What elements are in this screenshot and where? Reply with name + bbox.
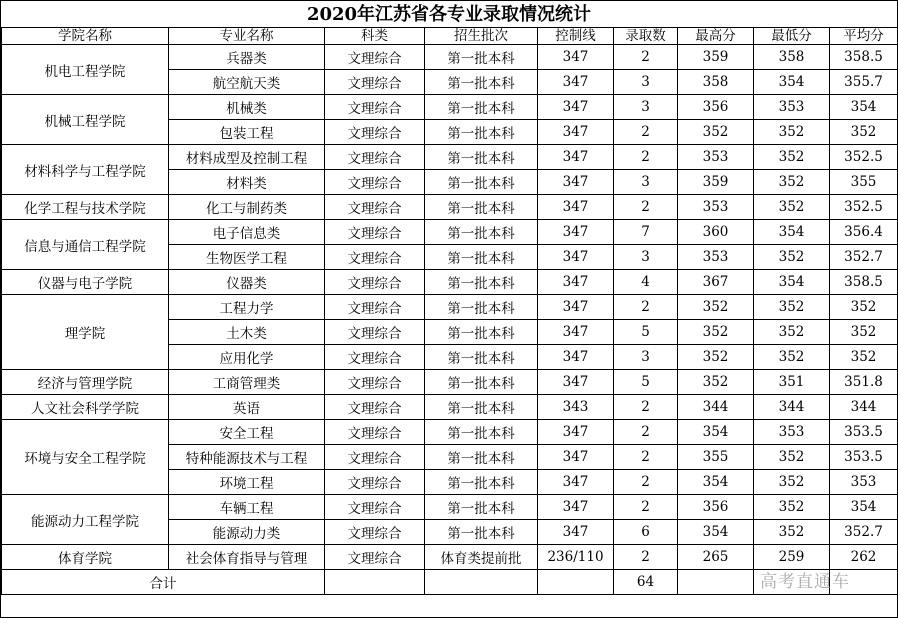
table-cell: 2 xyxy=(614,145,678,170)
table-cell: 351 xyxy=(754,370,830,395)
table-cell: 352 xyxy=(754,495,830,520)
table-cell: 352 xyxy=(754,120,830,145)
table-cell: 352 xyxy=(830,120,898,145)
table-cell: 兵器类 xyxy=(169,45,325,70)
table-cell: 土木类 xyxy=(169,320,325,345)
table-row xyxy=(2,195,898,220)
sheet-title: 2020年江苏省各专业录取情况统计 xyxy=(306,4,592,25)
table-cell: 347 xyxy=(538,195,614,220)
table-cell: 236/110 xyxy=(538,545,614,570)
table-cell: 354 xyxy=(678,520,754,545)
column-header: 专业名称 xyxy=(169,28,325,45)
table-cell: 354 xyxy=(830,495,898,520)
empty-cell xyxy=(538,570,614,595)
table-cell: 7 xyxy=(614,220,678,245)
table-cell: 355.7 xyxy=(830,70,898,95)
table-cell: 车辆工程 xyxy=(169,495,325,520)
table-cell: 353 xyxy=(754,95,830,120)
table-cell: 文理综合 xyxy=(325,45,425,70)
college-name-cell: 化学工程与技术学院 xyxy=(2,195,169,220)
table-cell: 2 xyxy=(614,470,678,495)
table-cell: 343 xyxy=(538,395,614,420)
table-cell: 文理综合 xyxy=(325,145,425,170)
column-header: 控制线 xyxy=(538,28,614,45)
table-cell: 353 xyxy=(754,420,830,445)
table-cell: 文理综合 xyxy=(325,245,425,270)
table-cell: 文理综合 xyxy=(325,345,425,370)
table-cell: 352 xyxy=(830,345,898,370)
table-cell: 347 xyxy=(538,520,614,545)
table-row xyxy=(2,145,898,170)
table-cell: 第一批本科 xyxy=(425,95,538,120)
table-cell: 352 xyxy=(754,320,830,345)
table-cell: 352 xyxy=(678,370,754,395)
college-name-cell: 人文社会科学学院 xyxy=(2,395,169,420)
table-cell: 352 xyxy=(754,295,830,320)
column-header: 平均分 xyxy=(830,28,898,45)
table-cell: 3 xyxy=(614,345,678,370)
table-cell: 3 xyxy=(614,95,678,120)
table-cell: 354 xyxy=(678,420,754,445)
table-cell: 347 xyxy=(538,245,614,270)
table-cell: 259 xyxy=(754,545,830,570)
table-cell: 347 xyxy=(538,470,614,495)
table-cell: 354 xyxy=(830,95,898,120)
table-cell: 6 xyxy=(614,520,678,545)
table-cell: 358 xyxy=(754,45,830,70)
table-cell: 第一批本科 xyxy=(425,470,538,495)
table-cell: 4 xyxy=(614,270,678,295)
table-cell: 文理综合 xyxy=(325,295,425,320)
table-cell: 文理综合 xyxy=(325,220,425,245)
table-cell: 文理综合 xyxy=(325,170,425,195)
table-cell: 体育类提前批 xyxy=(425,545,538,570)
college-name-cell: 机械工程学院 xyxy=(2,95,169,145)
table-cell: 第一批本科 xyxy=(425,495,538,520)
table-cell: 356.4 xyxy=(830,220,898,245)
college-name-cell: 信息与通信工程学院 xyxy=(2,220,169,270)
table-cell: 347 xyxy=(538,170,614,195)
table-cell: 生物医学工程 xyxy=(169,245,325,270)
table-cell: 第一批本科 xyxy=(425,345,538,370)
table-cell: 352 xyxy=(754,245,830,270)
table-cell: 353 xyxy=(678,245,754,270)
table-cell: 351.8 xyxy=(830,370,898,395)
empty-cell xyxy=(425,570,538,595)
table-cell: 367 xyxy=(678,270,754,295)
table-cell: 文理综合 xyxy=(325,520,425,545)
college-name-cell: 体育学院 xyxy=(2,545,169,570)
table-cell: 能源动力类 xyxy=(169,520,325,545)
table-cell: 2 xyxy=(614,545,678,570)
table-cell: 文理综合 xyxy=(325,445,425,470)
college-name-cell: 环境与安全工程学院 xyxy=(2,420,169,495)
table-cell: 文理综合 xyxy=(325,270,425,295)
table-cell: 2 xyxy=(614,495,678,520)
table-cell: 2 xyxy=(614,120,678,145)
table-cell: 352 xyxy=(830,295,898,320)
table-cell: 第一批本科 xyxy=(425,195,538,220)
table-cell: 262 xyxy=(830,545,898,570)
table-cell: 352.7 xyxy=(830,520,898,545)
table-cell: 353.5 xyxy=(830,445,898,470)
table-cell: 354 xyxy=(754,270,830,295)
table-row xyxy=(2,420,898,445)
college-name-cell: 材料科学与工程学院 xyxy=(2,145,169,195)
table-cell: 特种能源技术与工程 xyxy=(169,445,325,470)
table-cell: 347 xyxy=(538,420,614,445)
table-cell: 2 xyxy=(614,45,678,70)
admission-table xyxy=(1,27,898,595)
table-cell: 文理综合 xyxy=(325,470,425,495)
table-cell: 2 xyxy=(614,395,678,420)
table-cell: 第一批本科 xyxy=(425,170,538,195)
table-cell: 356 xyxy=(678,495,754,520)
table-cell: 2 xyxy=(614,445,678,470)
table-cell: 2 xyxy=(614,295,678,320)
table-row xyxy=(2,370,898,395)
table-cell: 第一批本科 xyxy=(425,520,538,545)
table-cell: 电子信息类 xyxy=(169,220,325,245)
table-cell: 265 xyxy=(678,545,754,570)
table-cell: 第一批本科 xyxy=(425,395,538,420)
table-cell: 347 xyxy=(538,70,614,95)
table-cell: 文理综合 xyxy=(325,70,425,95)
table-cell: 5 xyxy=(614,320,678,345)
table-cell: 文理综合 xyxy=(325,95,425,120)
table-cell: 352 xyxy=(830,320,898,345)
table-row xyxy=(2,220,898,245)
header-row xyxy=(2,28,898,45)
table-cell: 352 xyxy=(678,120,754,145)
table-cell: 工商管理类 xyxy=(169,370,325,395)
table-cell: 352 xyxy=(754,520,830,545)
table-cell: 工程力学 xyxy=(169,295,325,320)
table-cell: 347 xyxy=(538,295,614,320)
table-cell: 347 xyxy=(538,95,614,120)
table-cell: 352 xyxy=(754,345,830,370)
table-cell: 344 xyxy=(830,395,898,420)
table-cell: 3 xyxy=(614,70,678,95)
table-row xyxy=(2,270,898,295)
empty-cell xyxy=(678,570,754,595)
total-label: 合计 xyxy=(2,570,325,595)
table-cell: 包装工程 xyxy=(169,120,325,145)
table-cell: 文理综合 xyxy=(325,370,425,395)
table-cell: 347 xyxy=(538,145,614,170)
table-cell: 安全工程 xyxy=(169,420,325,445)
table-cell: 352 xyxy=(678,345,754,370)
table-cell: 352 xyxy=(754,470,830,495)
table-row xyxy=(2,45,898,70)
table-cell: 358.5 xyxy=(830,45,898,70)
table-cell: 应用化学 xyxy=(169,345,325,370)
table-row xyxy=(2,495,898,520)
table-cell: 352 xyxy=(754,195,830,220)
table-cell: 第一批本科 xyxy=(425,370,538,395)
college-name-cell: 理学院 xyxy=(2,295,169,370)
table-cell: 359 xyxy=(678,170,754,195)
table-cell: 358.5 xyxy=(830,270,898,295)
table-cell: 文理综合 xyxy=(325,320,425,345)
table-cell: 材料类 xyxy=(169,170,325,195)
table-cell: 355 xyxy=(830,170,898,195)
table-cell: 344 xyxy=(754,395,830,420)
empty-cell xyxy=(325,570,425,595)
table-cell: 文理综合 xyxy=(325,195,425,220)
table-row xyxy=(2,545,898,570)
table-row xyxy=(2,295,898,320)
table-cell: 344 xyxy=(678,395,754,420)
table-cell: 347 xyxy=(538,320,614,345)
college-name-cell: 仪器与电子学院 xyxy=(2,270,169,295)
table-cell: 347 xyxy=(538,345,614,370)
table-cell: 352 xyxy=(678,295,754,320)
table-cell: 347 xyxy=(538,495,614,520)
college-name-cell: 机电工程学院 xyxy=(2,45,169,95)
table-cell: 第一批本科 xyxy=(425,295,538,320)
table-cell: 347 xyxy=(538,45,614,70)
table-cell: 文理综合 xyxy=(325,495,425,520)
table-cell: 仪器类 xyxy=(169,270,325,295)
table-cell: 航空航天类 xyxy=(169,70,325,95)
table-cell: 材料成型及控制工程 xyxy=(169,145,325,170)
table-cell: 第一批本科 xyxy=(425,45,538,70)
table-cell: 文理综合 xyxy=(325,545,425,570)
table-cell: 356 xyxy=(678,95,754,120)
table-cell: 化工与制药类 xyxy=(169,195,325,220)
table-cell: 第一批本科 xyxy=(425,420,538,445)
column-header: 最低分 xyxy=(754,28,830,45)
table-cell: 354 xyxy=(754,220,830,245)
table-cell: 第一批本科 xyxy=(425,445,538,470)
table-cell: 2 xyxy=(614,195,678,220)
table-cell: 352 xyxy=(678,320,754,345)
table-cell: 352.5 xyxy=(830,145,898,170)
watermark: 高考直通车 xyxy=(760,572,850,592)
table-cell: 文理综合 xyxy=(325,420,425,445)
table-cell: 352 xyxy=(754,145,830,170)
table-cell: 第一批本科 xyxy=(425,320,538,345)
table-cell: 第一批本科 xyxy=(425,70,538,95)
table-cell: 英语 xyxy=(169,395,325,420)
table-cell: 社会体育指导与管理 xyxy=(169,545,325,570)
column-header: 最高分 xyxy=(678,28,754,45)
table-cell: 347 xyxy=(538,445,614,470)
table-cell: 第一批本科 xyxy=(425,145,538,170)
table-cell: 347 xyxy=(538,370,614,395)
table-cell: 352.7 xyxy=(830,245,898,270)
table-cell: 353 xyxy=(830,470,898,495)
table-cell: 353 xyxy=(678,145,754,170)
column-header: 学院名称 xyxy=(2,28,169,45)
table-cell: 文理综合 xyxy=(325,395,425,420)
table-cell: 360 xyxy=(678,220,754,245)
table-cell: 347 xyxy=(538,220,614,245)
college-name-cell: 经济与管理学院 xyxy=(2,370,169,395)
total-count: 64 xyxy=(614,570,678,595)
table-cell: 359 xyxy=(678,45,754,70)
table-cell: 5 xyxy=(614,370,678,395)
table-cell: 第一批本科 xyxy=(425,220,538,245)
table-row xyxy=(2,395,898,420)
table-cell: 353.5 xyxy=(830,420,898,445)
table-cell: 347 xyxy=(538,270,614,295)
table-cell: 机械类 xyxy=(169,95,325,120)
table-cell: 354 xyxy=(678,470,754,495)
table-cell: 352.5 xyxy=(830,195,898,220)
table-cell: 环境工程 xyxy=(169,470,325,495)
table-cell: 354 xyxy=(754,70,830,95)
table-cell: 3 xyxy=(614,170,678,195)
table-cell: 3 xyxy=(614,245,678,270)
column-header: 科类 xyxy=(325,28,425,45)
column-header: 录取数 xyxy=(614,28,678,45)
college-name-cell: 能源动力工程学院 xyxy=(2,495,169,545)
table-cell: 第一批本科 xyxy=(425,270,538,295)
table-cell: 358 xyxy=(678,70,754,95)
table-cell: 2 xyxy=(614,420,678,445)
table-cell: 347 xyxy=(538,120,614,145)
table-cell: 文理综合 xyxy=(325,120,425,145)
table-cell: 353 xyxy=(678,195,754,220)
table-cell: 352 xyxy=(754,445,830,470)
table-cell: 355 xyxy=(678,445,754,470)
table-cell: 第一批本科 xyxy=(425,120,538,145)
table-row xyxy=(2,95,898,120)
table-cell: 第一批本科 xyxy=(425,245,538,270)
column-header: 招生批次 xyxy=(425,28,538,45)
table-cell: 352 xyxy=(754,170,830,195)
